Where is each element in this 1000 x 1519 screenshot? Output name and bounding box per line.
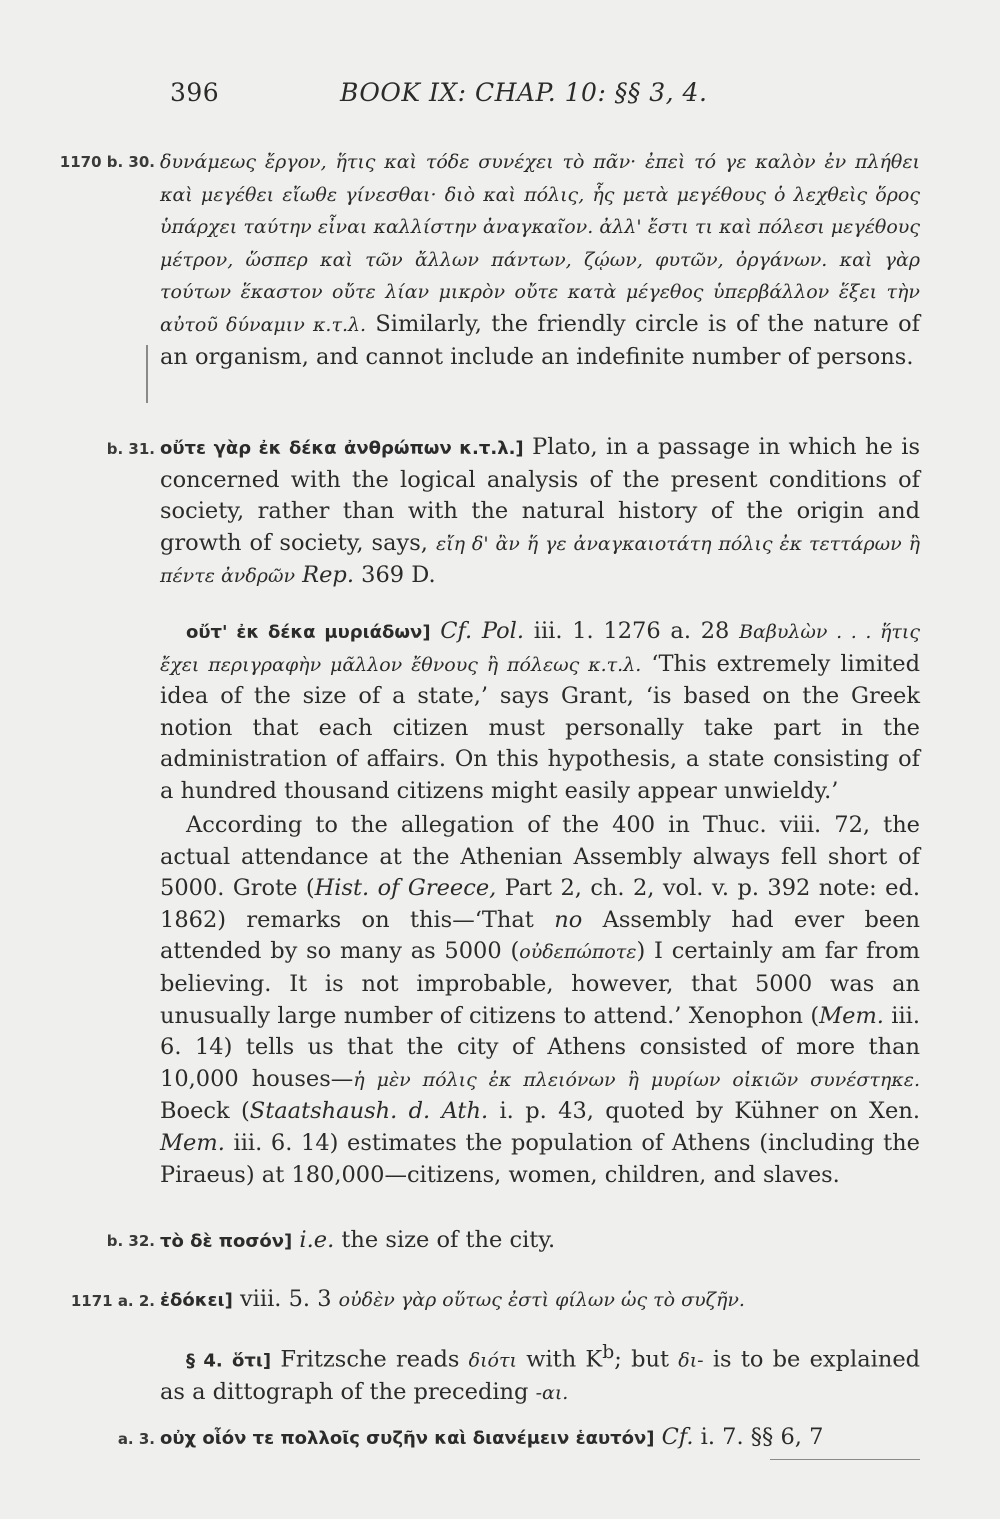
note-1170b30 [160, 146, 920, 373]
lemma: οὔτ' ἐκ δέκα μυριάδων] [186, 622, 431, 643]
chapter-title: BOOK IX: CHAP. 10: §§ 3, 4. [340, 78, 708, 107]
note-1171a2 [160, 1284, 920, 1317]
note-section-4 [160, 1337, 920, 1410]
line-ref: a. 3. [117, 1430, 155, 1448]
commentary-text: ‘This extremely limited idea of the size of a state,’ says Grant, ‘is based on the Greek notion that each citizen must personally take part in the administration of affairs. On this hypothesis, a state consisting of a hundred thousand citizens might easily appear unwieldy.’ [160, 650, 920, 804]
section-mark: § 4. [186, 1350, 223, 1372]
note-a3 [160, 1422, 920, 1455]
commentary-text: viii. 5. 3 [239, 1286, 332, 1312]
greek-quote: δυνάμεως ἔργον, ἥτις καὶ τόδε συνέχει τὸ πᾶν· ἐπεὶ τό γε καλὸν ἐν πλήθει καὶ μεγέθει εἴωθε γίνεσθαι· διὸ καὶ πόλις, ἧς μετὰ μεγέθους ὁ λεχθεὶς ὅρος ὑπάρχει ταύτην εἶναι καλλίστην ἀναγκαῖον. ἀλλ' ἔστι τι καὶ πόλεσι μεγέθους μέτρον, ὥσπερ καὶ τῶν ἄλλων πάντων, ζῴων, φυτῶν, ὀργάνων. καὶ γὰρ τούτων ἕκαστον οὔτε λίαν μικρὸν οὔτε κατὰ μέγεθος ὑπερβάλλον ἕξει τὴν αὐτοῦ δύναμιν κ.τ.λ. [160, 151, 920, 336]
greek-quote: οὐδὲν γὰρ οὕτως ἐστὶ φίλων ὡς τὸ συζῆν. [338, 1289, 745, 1311]
text: i. p. 43, quoted by Kühner on Xen. [488, 1098, 921, 1125]
text: iii. 6. 14) estimates the population of Athens (including the Piraeus) at 180,000—citizens, women, children, and slaves. [160, 1129, 920, 1188]
citation: i.e. [299, 1227, 335, 1253]
commentary-text: Similarly, the friendly circle is of the nature of an organism, and cannot include an indefinite number of persons. [160, 310, 920, 370]
text: Boeck ( [160, 1098, 250, 1125]
line-ref: 1170 b. 30. [59, 153, 155, 171]
citation: Rep. [302, 562, 354, 589]
commentary-text: iii. 1. 1276 a. 28 [533, 618, 730, 644]
paragraph-assembly [160, 810, 920, 1191]
line-ref: b. 32. [106, 1232, 155, 1250]
page-number: 396 [170, 78, 220, 107]
commentary-text: is to be explained as a dittograph of the preceding [160, 1346, 921, 1406]
text: According to the allegation of the 400 in Thuc. viii. 72, the actual attendance at the Athenian Assembly always fell short of 5000. Grote ( [160, 812, 920, 902]
lemma: ὅτι] [231, 1350, 272, 1372]
citation: Cf. [661, 1424, 694, 1450]
text: Assembly had ever been attended by so many as 5000 ( [160, 906, 920, 965]
text: iii. 6. 14) tells us that the city of Athens consisted of more than 10,000 houses— [160, 1002, 920, 1092]
greek-word: διότι [468, 1349, 517, 1372]
greek-word: -αι. [535, 1382, 569, 1405]
emphasis: no [554, 906, 583, 933]
greek-word: οὐδεπώποτε [519, 941, 637, 964]
lemma: οὔτε γὰρ ἐκ δέκα ἀνθρώπων κ.τ.λ.] [160, 438, 524, 459]
commentary-text: with K [526, 1346, 603, 1373]
citation: Mem. [819, 1002, 884, 1029]
lemma: τὸ δὲ ποσόν] [160, 1231, 293, 1252]
text: Part 2, ch. 2, vol. v. p. 392 note: ed. 1862) remarks on this—‘That [160, 875, 920, 933]
line-ref: b. 31. [106, 440, 155, 458]
greek-quote: Βαβυλὼν . . . ἥτις ἔχει περιγραφὴν μᾶλλον ἔθνους ἢ πόλεως κ.τ.λ. [160, 621, 921, 676]
commentary-text: Plato, in a passage in which he is concerned with the logical analysis of the present conditions of society, rather than with the natural history of the origin and growth of society, says, [160, 434, 921, 556]
citation: Mem. [160, 1129, 225, 1156]
note-myriads [160, 616, 920, 808]
lemma: οὐχ οἷόν τε πολλοῖς συζῆν καὶ διανέμειν ἑαυτόν] [160, 1428, 655, 1449]
citation: Staatshaush. d. Ath. [249, 1098, 489, 1125]
line-ref: 1171 a. 2. [70, 1292, 155, 1310]
lemma: ἐδόκει] [160, 1290, 233, 1311]
note-b32 [160, 1225, 920, 1258]
commentary-text: ; but [614, 1346, 670, 1373]
citation: Cf. Pol. [440, 618, 525, 644]
commentary-text: i. 7. §§ 6, 7 [700, 1424, 824, 1450]
superscript: b [602, 1342, 615, 1363]
margin-mark [146, 345, 148, 403]
commentary-text: the size of the city. [341, 1227, 556, 1253]
commentary-text: 369 D. [361, 562, 436, 589]
citation: Hist. of Greece, [314, 875, 497, 902]
greek-quote: εἴη δ' ἂν ἥ γε ἀναγκαιοτάτη πόλις ἐκ τεττάρων ἢ πέντε ἀνδρῶν [160, 532, 921, 588]
greek-word: δι- [678, 1349, 704, 1372]
greek-quote: ἡ μὲν πόλις ἐκ πλειόνων ἢ μυρίων οἰκιῶν συνέστηκε. [353, 1068, 920, 1091]
text: ) I certainly am far from believing. It is not improbable, however, that 5000 was an unusually large number of citizens to attend.’ Xenophon ( [160, 938, 920, 1029]
commentary-text: Fritzsche reads [280, 1346, 460, 1373]
pencil-underline [770, 1459, 920, 1460]
note-b31 [160, 432, 920, 593]
